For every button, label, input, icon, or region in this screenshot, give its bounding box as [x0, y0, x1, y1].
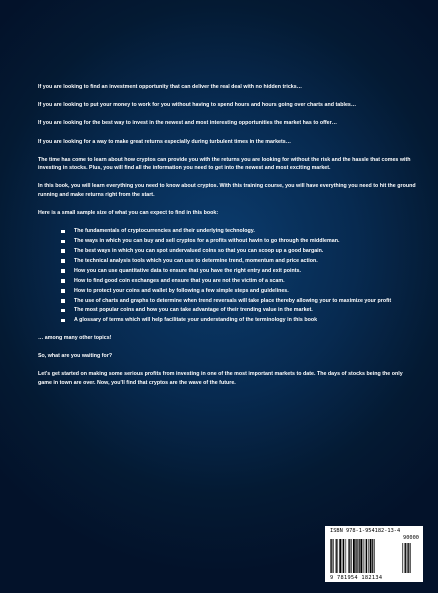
square-bullet-icon [61, 319, 65, 323]
list-item [61, 316, 416, 324]
square-bullet-icon [61, 279, 65, 283]
square-bullet-icon [61, 259, 65, 263]
list-item [61, 247, 416, 255]
list-item-text: A glossary of terms which will help facilitate your understanding of the terminology in this book [74, 317, 318, 324]
list-item-text: The best ways in which you can spot undervalued coins so that you can scoop up a good bargain. [74, 248, 324, 255]
square-bullet-icon [61, 309, 65, 313]
square-bullet-icon [61, 230, 65, 234]
list-item-text: The technical analysis tools which you can use to determine trend, momentum and price action. [74, 257, 318, 264]
ean-digits: 9 781954 182134 [330, 574, 383, 581]
square-bullet-icon [61, 289, 65, 293]
blurb-paragraph: If you are looking for a way to make great returns especially during turbulent times in the markets… [38, 138, 292, 145]
square-bullet-icon [61, 240, 65, 244]
blurb-paragraph: So, what are you waiting for? [38, 353, 113, 359]
blurb-text [38, 83, 416, 397]
list-item-text: The most popular coins and how you can take advantage of their trending value in the market. [74, 307, 313, 314]
blurb-paragraph: … among many other topics! [38, 334, 112, 341]
square-bullet-icon [61, 299, 65, 303]
isbn-barcode [325, 526, 423, 582]
list-item-text: The ways in which you can buy and sell cryptos for a profits without havin to go through the middleman. [74, 238, 340, 245]
list-item [61, 277, 416, 285]
list-item-text: The use of charts and graphs to determine when trend reversals will take place thereby allowing your to maximize your profit [74, 297, 392, 304]
topic-list [38, 227, 416, 325]
blurb-paragraph: If you are looking to put your money to work for you without having to spend hours and hours going over charts and tables… [38, 102, 357, 109]
price-code: 90000 [403, 534, 419, 541]
list-item [61, 227, 416, 235]
square-bullet-icon [61, 269, 65, 273]
barcode-bars [330, 535, 418, 575]
blurb-paragraph: In this book, you will learn everything you need to know about cryptos. With this training course, you will have everything you need to hit the ground running and make returns right from the start. [38, 183, 416, 198]
isbn-label: ISBN 978-1-954182-13-4 [330, 528, 401, 534]
list-item [61, 306, 416, 314]
blurb-paragraph: Let's get started on making some serious profits from investing in one of the most important markets to date. The days of stocks being the only game in town are over. Now, you'll find that cryptos are the wave of the future. [38, 371, 403, 386]
square-bullet-icon [61, 249, 65, 253]
list-item [61, 297, 416, 305]
blurb-paragraph: The time has come to learn about how cryptos can provide you with the returns you are looking for without the risk and the hassle that comes with investing in stocks. Plus, you will find all the information you need to get into the newest and most exciting market. [38, 156, 411, 172]
list-item [61, 267, 416, 275]
list-item-text: The fundamentals of cryptocurrencies and their underlying technology. [74, 228, 255, 235]
list-item [61, 257, 416, 265]
list-item [61, 287, 416, 295]
list-item [61, 237, 416, 245]
list-item-text: How you can use quantitative data to ensure that you have the right entry and exit points. [74, 267, 301, 274]
list-item-text: How to protect your coins and wallet by following a few simple steps and guidelines. [74, 287, 289, 294]
blurb-paragraph: Here is a small sample size of what you can expect to find in this book: [38, 210, 219, 217]
blurb-paragraph: If you are looking for the best way to invest in the newest and most interesting opportunities the market has to offer… [38, 120, 338, 127]
list-item-text: How to find good coin exchanges and ensure that you are not the victim of a scam. [74, 277, 285, 284]
blurb-paragraph: If you are looking to find an investment opportunity that can deliver the real deal with no hidden tricks… [38, 84, 303, 90]
